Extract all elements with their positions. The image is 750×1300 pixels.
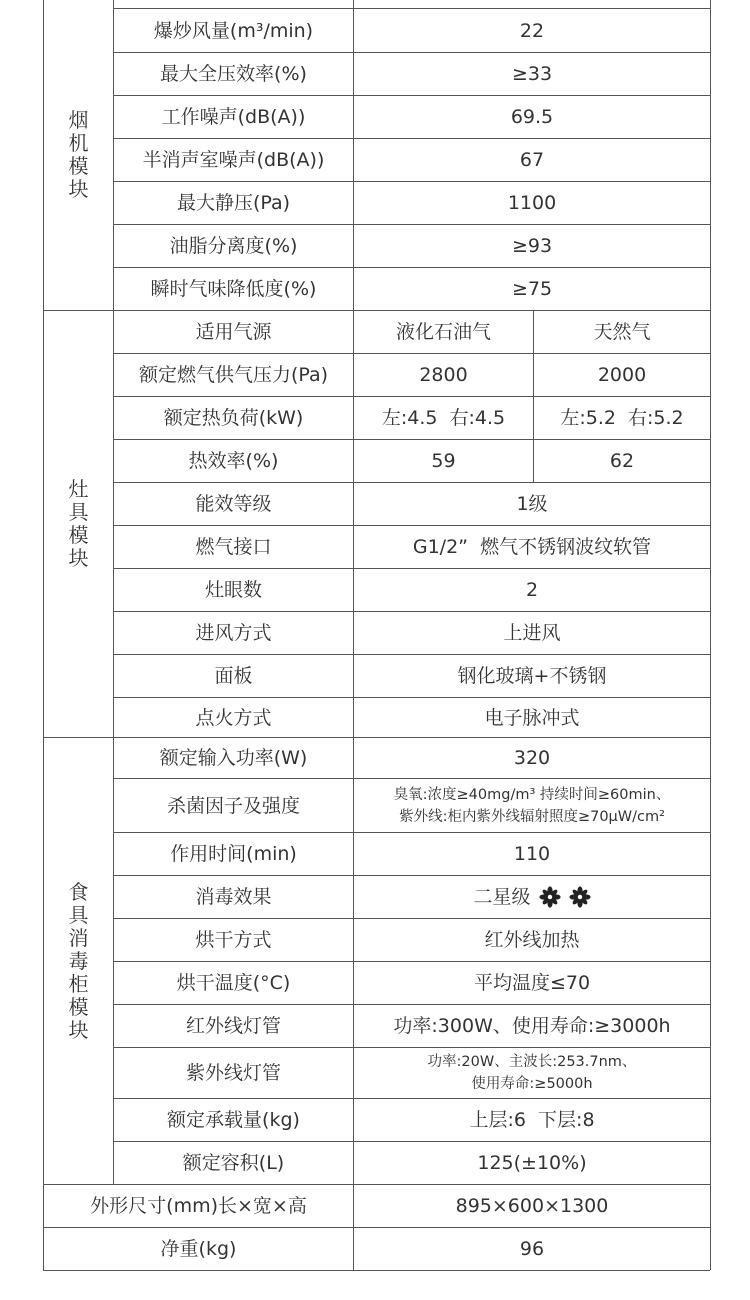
row-label: 烘干温度(°C) [176,972,291,994]
row-label: 额定容积(L) [182,1152,285,1174]
row-label: 灶眼数 [204,579,262,601]
row-label: 净重(kg) [160,1238,237,1260]
row-value: 96 [519,1238,545,1260]
row-value-rating [354,876,710,918]
section-label-hood [44,0,113,310]
row-label: 最大静压(Pa) [176,192,291,214]
row-value: G1/2” 燃气不锈钢波纹软管 [412,536,652,558]
row-value: 22 [519,19,545,42]
row-value: 1100 [507,192,557,214]
row-label: 紫外线灯管 [185,1062,281,1084]
grid-line [43,1270,710,1271]
row-value-ng: 天然气 [593,321,651,343]
row-value-lpg: 59 [431,450,456,472]
row-label: 热效率(%) [188,450,279,472]
row-value: ≥93 [511,235,553,257]
row-label: 额定燃气供气压力(Pa) [138,364,329,386]
row-value: 钢化玻璃+不锈钢 [457,665,607,687]
row-label: 能效等级 [195,493,272,515]
row-value: 上层:6 下层:8 [469,1109,595,1131]
row-value: 69.5 [510,106,554,128]
section-char: 块 [68,1017,89,1042]
rating-text: 二星级 [473,886,531,908]
row-value: 110 [513,843,551,865]
section-label-cabinet [44,738,113,1184]
row-label: 额定热负荷(kW) [163,407,304,429]
section-char: 具 [68,500,89,524]
row-label: 油脂分离度(%) [169,235,298,257]
section-char: 柜 [68,971,89,996]
section-char: 灶 [68,477,89,501]
row-label: 消毒效果 [195,886,272,908]
row-label: 进风方式 [195,622,272,644]
row-label: 额定承载量(kg) [167,1109,300,1131]
section-label-stove [44,311,113,737]
row-value: 平均温度≤70 [473,972,591,994]
row-value: 上进风 [503,622,561,644]
flower-icon [539,886,561,908]
section-char: 块 [68,546,89,570]
row-label: 燃气接口 [195,536,272,558]
row-label: 瞬时气味降低度(%) [150,278,317,300]
row-value: 电子脉冲式 [484,706,580,729]
section-char: 食 [68,879,89,904]
section-text [69,109,89,201]
section-char: 模 [68,154,89,178]
row-value: 功率:300W、使用寿命:≥3000h [393,1015,671,1037]
row-value-ng: 左:5.2 右:5.2 [560,407,684,429]
row-value: 67 [519,149,545,171]
section-char: 具 [68,902,89,927]
row-label: 点火方式 [195,706,272,729]
row-value-ng: 62 [609,450,635,472]
row-label: 烘干方式 [195,929,272,951]
row-value-multiline [354,779,710,832]
row-value: 红外线加热 [484,929,580,951]
row-value-ng: 2000 [597,364,647,386]
value-line: 功率:20W、主波长:253.7nm、 [427,1054,637,1070]
row-label: 杀菌因子及强度 [166,794,300,817]
grid-line [710,0,711,1270]
row-value: ≥33 [511,63,553,85]
section-char: 块 [68,177,89,201]
value-line: 臭氧:浓度≥40mg/m³ 持续时间≥60min、 [393,786,671,803]
section-char: 模 [68,994,89,1019]
row-label: 适用气源 [195,321,272,343]
section-char: 消 [68,925,89,950]
row-value: ≥75 [511,278,553,300]
row-label: 外形尺寸(mm)长×宽×高 [90,1195,307,1217]
section-text [69,881,89,1042]
row-label: 红外线灯管 [185,1015,281,1037]
row-label: 工作噪声(dB(A)) [161,106,306,128]
value-line: 使用寿命:≥5000h [471,1076,593,1092]
section-char: 烟 [68,108,89,132]
flower-icon [569,886,591,908]
section-text [69,478,89,570]
row-value: 125(±10%) [477,1152,587,1174]
section-char: 机 [68,131,89,155]
row-value: 1级 [516,493,548,515]
row-value: 2 [525,579,539,601]
row-value-multiline [354,1048,710,1098]
row-label: 最大全压效率(%) [160,63,307,85]
value-line: 紫外线:柜内紫外线辐射照度≥70μW/cm² [399,808,665,825]
row-value-lpg: 液化石油气 [395,321,491,343]
row-value: 320 [513,747,551,769]
section-char: 模 [68,523,89,547]
row-label: 作用时间(min) [170,843,297,865]
row-label: 爆炒风量(m³/min) [153,19,314,42]
row-value: 895×600×1300 [455,1195,609,1217]
row-label: 额定输入功率(W) [159,747,308,769]
row-value-lpg: 左:4.5 右:4.5 [381,407,506,429]
row-label: 面板 [214,665,253,687]
row-label: 半消声室噪声(dB(A)) [142,149,325,171]
row-value-lpg: 2800 [419,364,468,386]
section-char: 毒 [68,948,89,973]
